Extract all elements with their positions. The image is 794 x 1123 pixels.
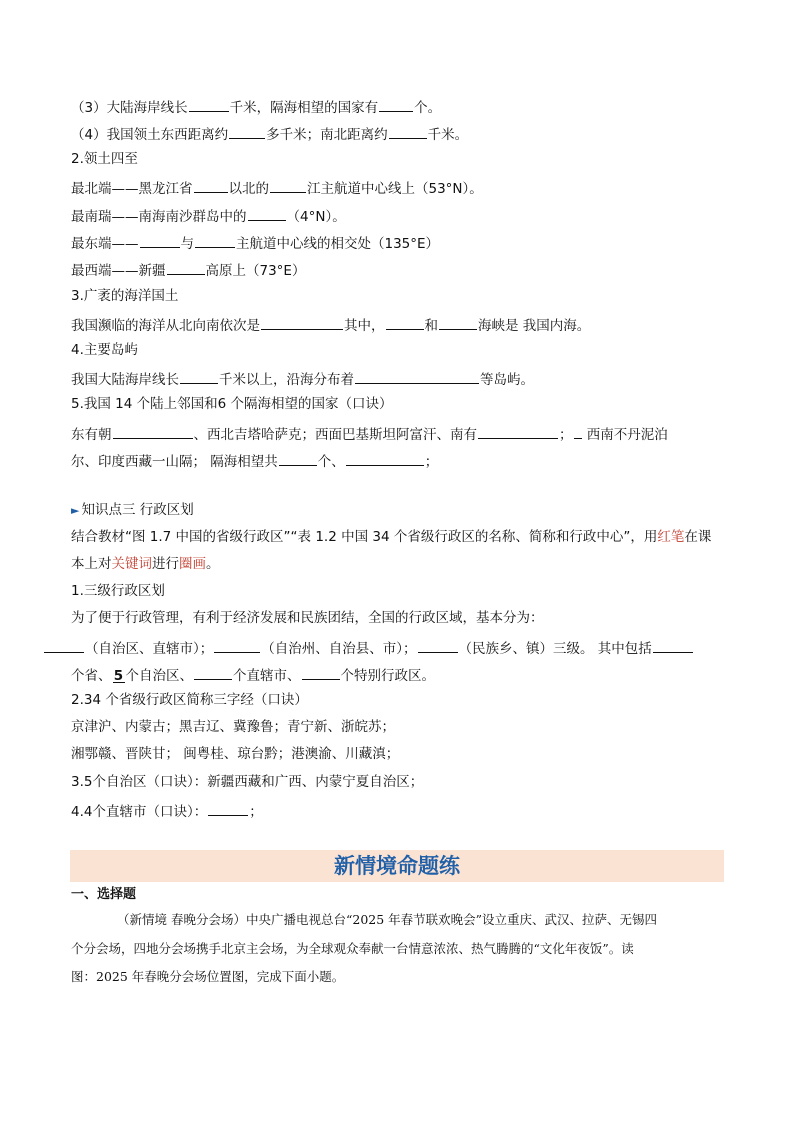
text-line-coastline: （3）大陆海岸线长 千米，隔海相望的国家有 个。 bbox=[71, 96, 731, 117]
text-line-islands: 我国大陆海岸线长 千米以上，沿海分布着 等岛屿。 bbox=[71, 368, 731, 389]
subheading-main-islands: 4.主要岛屿 bbox=[71, 342, 138, 358]
text-line-neighbours-2: 尔、印度西藏一山隔； 隔海相望共 个、 ； bbox=[71, 450, 731, 471]
section-heading: 一、选择题 bbox=[71, 887, 137, 902]
subheading-ocean-territory: 3.广袤的海洋国土 bbox=[71, 288, 179, 304]
text-line-west: 最西端——新疆 高原上（73°E） bbox=[71, 259, 731, 280]
answer-blank[interactable] bbox=[44, 637, 84, 653]
answer-blank[interactable] bbox=[439, 314, 477, 330]
answer-blank[interactable] bbox=[574, 423, 582, 439]
answer-blank[interactable] bbox=[248, 205, 286, 221]
text-line-municipalities: 4.4个直辖市（口诀）： ； bbox=[71, 800, 731, 821]
answer-blank[interactable] bbox=[113, 423, 193, 439]
answer-blank[interactable] bbox=[140, 232, 180, 248]
filled-answer: 5 bbox=[113, 668, 124, 684]
subheading-territory-extremes: 2.领土四至 bbox=[71, 151, 138, 167]
text-line-mnemonic-1: 京津沪、内蒙古；黑吉辽、冀豫鲁；青宁新、浙皖苏； bbox=[71, 719, 395, 735]
answer-blank[interactable] bbox=[478, 423, 558, 439]
knowledge-point-heading: ► 知识点三 行政区划 bbox=[71, 502, 194, 518]
triangle-bullet-icon: ► bbox=[71, 504, 80, 517]
question-paragraph-line-3: 图：2025 年春晚分会场位置图，完成下面小题。 bbox=[71, 969, 345, 984]
answer-blank[interactable] bbox=[167, 259, 205, 275]
answer-blank[interactable] bbox=[189, 96, 229, 112]
answer-blank[interactable] bbox=[194, 177, 228, 193]
text-line-admin-counts: 个省、 5 个自治区、 个直辖市、 个特别行政区。 bbox=[71, 664, 731, 685]
answer-blank[interactable] bbox=[302, 664, 340, 680]
answer-blank[interactable] bbox=[270, 177, 306, 193]
text-line-distance: （4）我国领土东西距离约 多千米；南北距离约 千米。 bbox=[71, 123, 731, 144]
subheading-neighbours: 5.我国 14 个陆上邻国和6 个隔海相望的国家（口诀） bbox=[71, 396, 393, 412]
answer-blank[interactable] bbox=[194, 664, 232, 680]
answer-blank[interactable] bbox=[653, 637, 693, 653]
text-line-instructions-1: 结合教材“图 1.7 中国的省级行政区”“表 1.2 中国 34 个省级行政区的名称、简称和行政中心”，用红笔在课 bbox=[71, 529, 712, 545]
answer-blank[interactable] bbox=[180, 368, 218, 384]
question-paragraph-line-1: （新情境 春晚分会场）中央广播电视总台“2025 年春节联欢晚会”设立重庆、武汉、拉萨、无锡四 bbox=[117, 912, 658, 927]
answer-blank[interactable] bbox=[379, 96, 413, 112]
answer-blank[interactable] bbox=[386, 314, 424, 330]
text-line-south: 最南瑞——南海南沙群岛中的 （4°N）。 bbox=[71, 205, 731, 226]
text-line-seas: 我国濒临的海洋从北向南依次是 其中， 和 海峡是 我国内海。 bbox=[71, 314, 731, 335]
section-banner bbox=[70, 850, 724, 882]
subheading-three-levels: 1.三级行政区划 bbox=[71, 583, 165, 599]
answer-blank[interactable] bbox=[214, 637, 260, 653]
text-line-north: 最北端——黑龙江省 以北的 江主航道中心线上（53°N）。 bbox=[71, 177, 731, 198]
answer-blank[interactable] bbox=[355, 368, 479, 384]
answer-blank[interactable] bbox=[279, 450, 317, 466]
text-line-neighbours-1: 东有朝 、西北吉塔哈萨克；西面巴基斯坦阿富汗、南有 ； 西南不丹泥泊 bbox=[71, 423, 731, 444]
text-line-instructions-2: 本上对关键词进行圈画。 bbox=[71, 556, 220, 572]
text-line-mnemonic-2: 湘鄂赣、晋陕甘； 闽粤桂、琼台黔；港澳渝、川藏滇； bbox=[71, 746, 400, 762]
text-line-autonomous-regions: 3.5个自治区（口诀）：新疆西藏和广西、内蒙宁夏自治区； bbox=[71, 774, 424, 790]
answer-blank[interactable] bbox=[195, 232, 235, 248]
text-line-admin-levels: （自治区、直辖市）； （自治州、自治县、市）； （民族乡、镇）三级。 其中包括 bbox=[44, 637, 734, 658]
subheading-abbreviations: 2.34 个省级行政区简称三字经（口诀） bbox=[71, 692, 308, 708]
question-paragraph-line-2: 个分会场，四地分会场携手北京主会场，为全球观众奉献一台情意浓浓、热气腾腾的“文化年夜饭”。读 bbox=[71, 941, 634, 956]
answer-blank[interactable] bbox=[261, 314, 343, 330]
text-line-admin-intro: 为了便于行政管理，有利于经济发展和民族团结，全国的行政区域，基本分为： bbox=[71, 610, 544, 626]
answer-blank[interactable] bbox=[229, 123, 265, 139]
answer-blank[interactable] bbox=[389, 123, 427, 139]
answer-blank[interactable] bbox=[208, 800, 248, 816]
banner-title: 新情境命题练 bbox=[334, 854, 460, 878]
text-line-east: 最东端—— 与 主航道中心线的相交处（135°E） bbox=[71, 232, 731, 253]
answer-blank[interactable] bbox=[418, 637, 458, 653]
answer-blank[interactable] bbox=[346, 450, 424, 466]
